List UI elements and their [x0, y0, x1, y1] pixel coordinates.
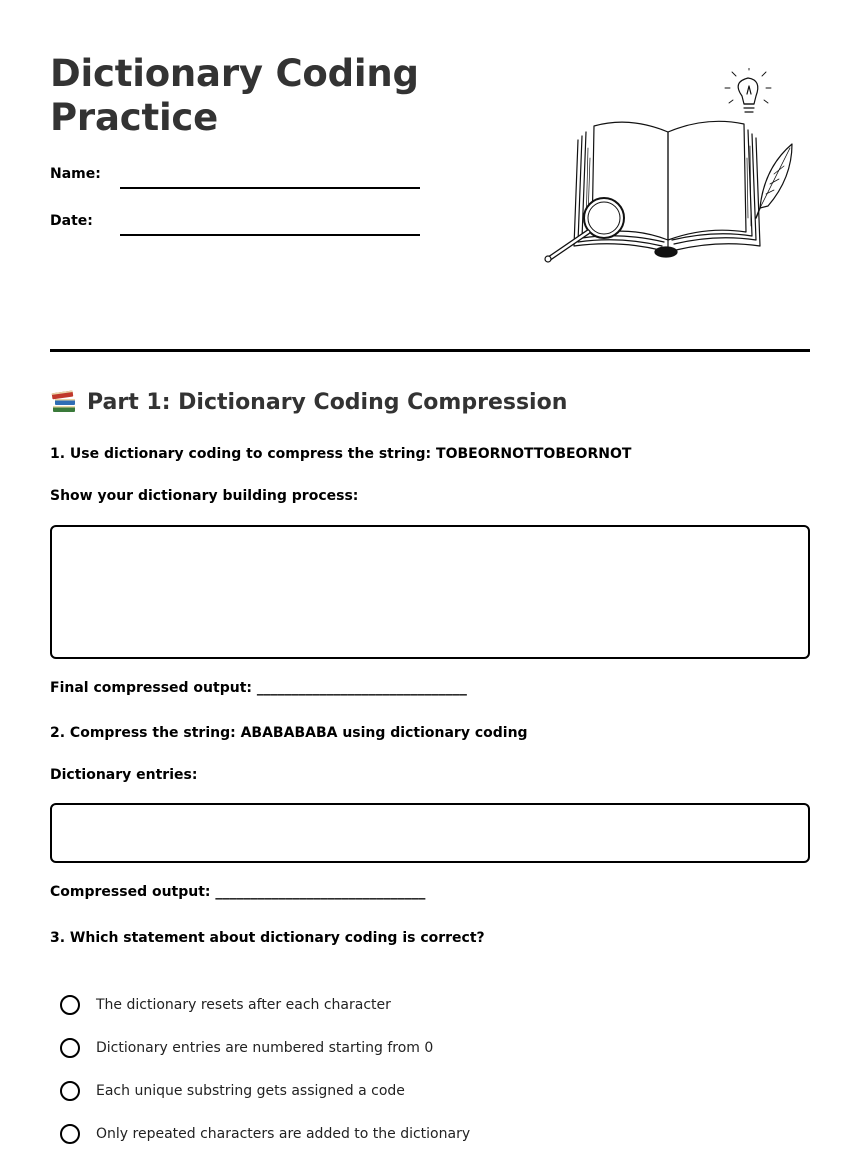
radio-button[interactable]: [60, 1081, 80, 1101]
option-label: Each unique substring gets assigned a code: [96, 1083, 405, 1099]
dictionary-entries-answer-box[interactable]: [50, 803, 810, 863]
question-1-final-output[interactable]: Final compressed output: ______________________________: [50, 680, 467, 696]
part1-heading: [50, 388, 567, 416]
question-1: 1. Use dictionary coding to compress the string: TOBEORNOTTOBEORNOT: [50, 446, 632, 462]
dictionary-process-answer-box[interactable]: [50, 525, 810, 659]
name-field[interactable]: [120, 187, 420, 189]
radio-button[interactable]: [60, 1038, 80, 1058]
option-4[interactable]: [60, 1124, 470, 1144]
question-1-prompt: Show your dictionary building process:: [50, 488, 359, 504]
option-3[interactable]: [60, 1081, 405, 1101]
part1-title: Part 1: Dictionary Coding Compression: [87, 389, 568, 415]
date-field[interactable]: [120, 234, 420, 236]
option-2[interactable]: [60, 1038, 433, 1058]
option-label: The dictionary resets after each character: [96, 997, 391, 1013]
radio-button[interactable]: [60, 995, 80, 1015]
lightbulb-icon: [725, 68, 771, 112]
question-2: 2. Compress the string: ABABABABA using dictionary coding: [50, 725, 528, 741]
magnifying-glass-icon: [545, 198, 624, 262]
question-2-output[interactable]: Compressed output: ______________________________: [50, 884, 426, 900]
header-divider: [50, 349, 810, 352]
option-label: Dictionary entries are numbered starting from 0: [96, 1040, 434, 1056]
worksheet-title: Dictionary Coding Practice: [50, 52, 419, 139]
date-label: Date:: [50, 213, 93, 229]
option-1[interactable]: [60, 995, 391, 1015]
question-3: 3. Which statement about dictionary coding is correct?: [50, 930, 485, 946]
books-icon: [50, 388, 78, 416]
option-label: Only repeated characters are added to the dictionary: [96, 1126, 471, 1142]
book-illustration: [538, 68, 800, 268]
radio-button[interactable]: [60, 1124, 80, 1144]
question-2-prompt: Dictionary entries:: [50, 767, 198, 783]
quill-icon: [756, 144, 792, 218]
name-label: Name:: [50, 166, 101, 182]
